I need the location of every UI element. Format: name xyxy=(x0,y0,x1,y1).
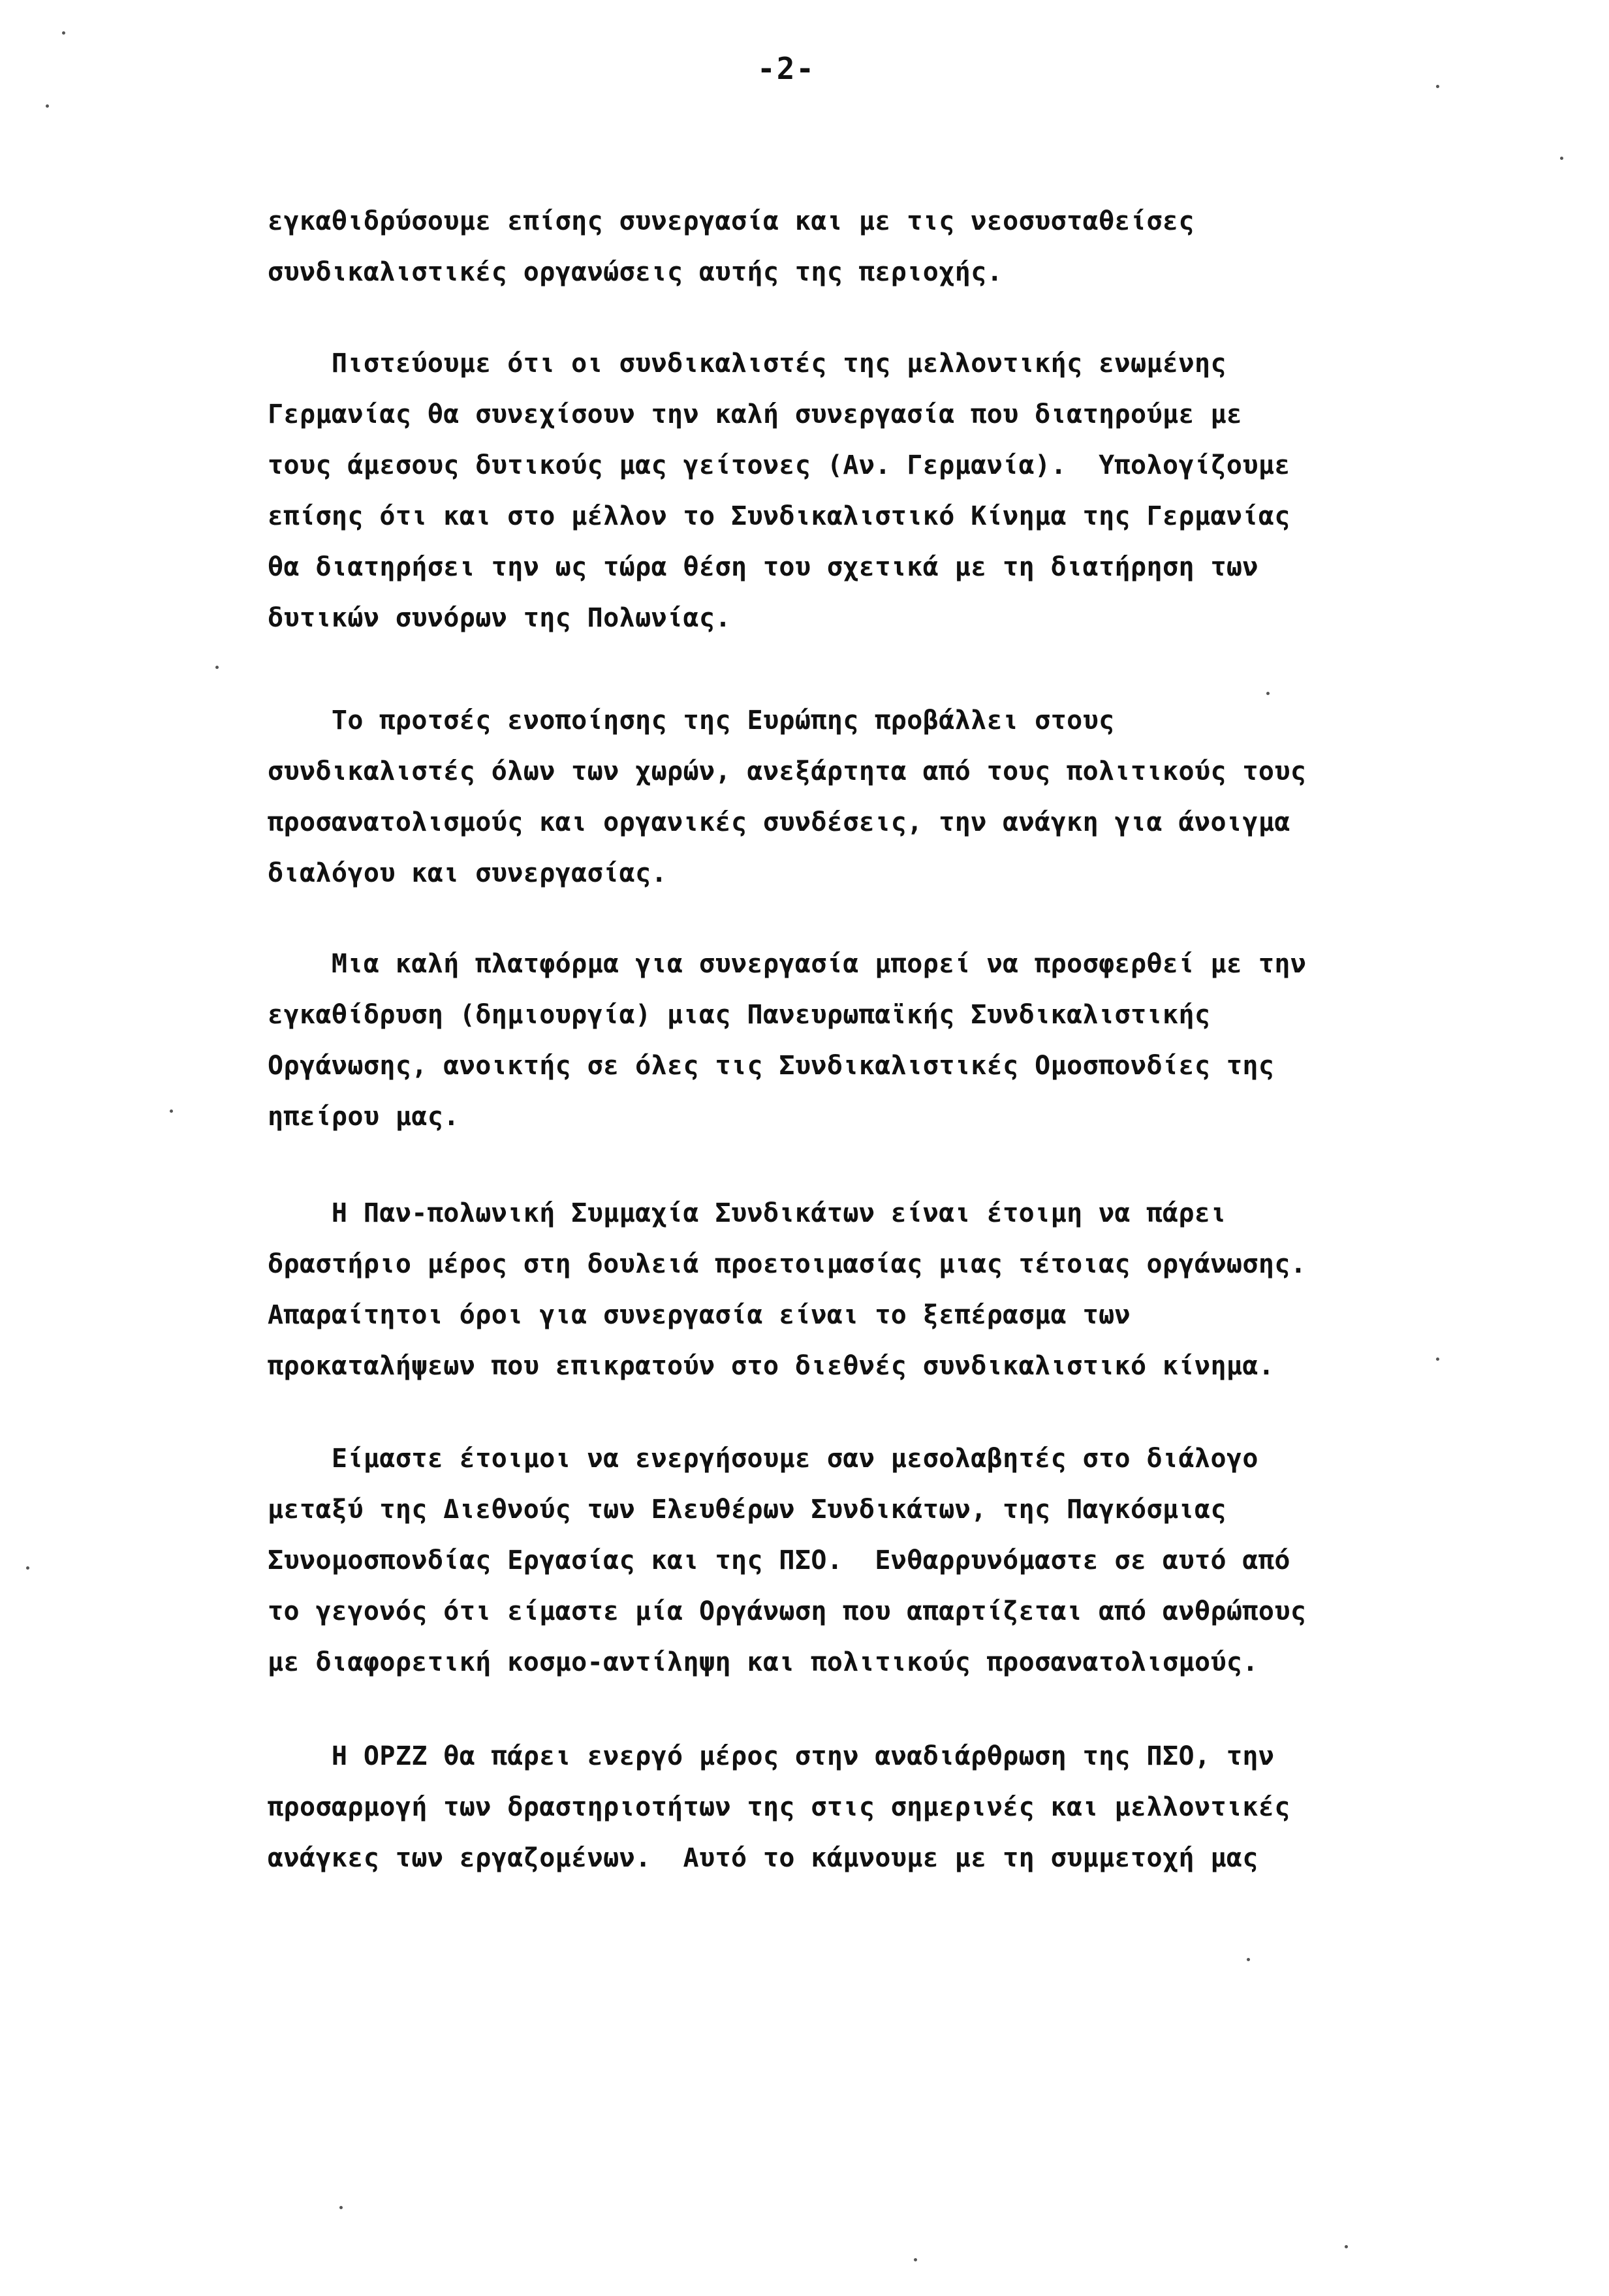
paragraph-5 xyxy=(268,1188,1312,1391)
page-number: -2- xyxy=(757,51,816,86)
text-line: εγκαθιδρύσουμε επίσης συνεργασία και με τις νεοσυσταθείσες xyxy=(268,206,1195,236)
text-line: δραστήριο μέρος στη δουλειά προετοιμασίας μιας τέτοιας οργάνωσης. xyxy=(268,1249,1307,1279)
text-line: διαλόγου και συνεργασίας. xyxy=(268,858,668,888)
text-line: προκαταλήψεων που επικρατούν στο διεθνές συνδικαλιστικό κίνημα. xyxy=(268,1351,1275,1381)
scan-speck xyxy=(914,2258,917,2261)
scan-speck xyxy=(62,31,65,35)
text-line: τους άμεσους δυτικούς μας γείτονες (Αν. Γερμανία). Υπολογίζουμε xyxy=(268,450,1290,480)
text-line: Το προτσές ενοποίησης της Ευρώπης προβάλλει στους xyxy=(268,706,1115,736)
scan-speck xyxy=(170,1109,173,1113)
scan-speck xyxy=(215,666,219,669)
paragraph-4 xyxy=(268,939,1312,1142)
text-line: Μια καλή πλατφόρμα για συνεργασία μπορεί να προσφερθεί με την xyxy=(268,949,1307,979)
scan-speck xyxy=(1345,2245,1348,2248)
text-line: Οργάνωσης, ανοικτής σε όλες τις Συνδικαλιστικές Ομοσπονδίες της xyxy=(268,1051,1275,1081)
text-line: ανάγκες των εργαζομένων. Αυτό το κάμνουμε με τη συμμετοχή μας xyxy=(268,1843,1258,1873)
text-line: προσαρμογή των δραστηριοτήτων της στις σημερινές και μελλοντικές xyxy=(268,1792,1290,1822)
text-line: Συνομοσπονδίας Εργασίας και της ΠΣΟ. Ενθαρρυνόμαστε σε αυτό από xyxy=(268,1545,1290,1575)
text-line: Είμαστε έτοιμοι να ενεργήσουμε σαν μεσολαβητές στο διάλογο xyxy=(268,1444,1258,1474)
paragraph-7 xyxy=(268,1731,1312,1884)
text-line: Απαραίτητοι όροι για συνεργασία είναι το ξεπέρασμα των xyxy=(268,1300,1131,1330)
text-line: συνδικαλιστές όλων των χωρών, ανεξάρτητα από τους πολιτικούς τους xyxy=(268,756,1307,786)
text-line: Η Παν-πολωνική Συμμαχία Συνδικάτων είναι έτοιμη να πάρει xyxy=(268,1198,1226,1228)
text-line: ηπείρου μας. xyxy=(268,1102,460,1132)
text-line: δυτικών συνόρων της Πολωνίας. xyxy=(268,603,731,633)
text-line: προσανατολισμούς και οργανικές συνδέσεις, την ανάγκη για άνοιγμα xyxy=(268,807,1290,837)
text-line: το γεγονός ότι είμαστε μία Οργάνωση που απαρτίζεται από ανθρώπους xyxy=(268,1596,1307,1626)
scan-speck xyxy=(1436,85,1439,88)
text-line: Πιστεύουμε ότι οι συνδικαλιστές της μελλοντικής ενωμένης xyxy=(268,349,1226,379)
text-line: μεταξύ της Διεθνούς των Ελευθέρων Συνδικάτων, της Παγκόσμιας xyxy=(268,1495,1226,1525)
text-line: επίσης ότι και στο μέλλον το Συνδικαλιστικό Κίνημα της Γερμανίας xyxy=(268,501,1290,531)
scan-speck xyxy=(1247,1958,1250,1961)
scan-speck xyxy=(26,1566,29,1570)
scan-speck xyxy=(339,2206,343,2209)
paragraph-6 xyxy=(268,1433,1312,1688)
text-line: με διαφορετική κοσμο-αντίληψη και πολιτικούς προσανατολισμούς. xyxy=(268,1647,1258,1677)
scan-speck xyxy=(1436,1357,1439,1361)
text-line: εγκαθίδρυση (δημιουργία) μιας Πανευρωπαϊκής Συνδικαλιστικής xyxy=(268,1000,1211,1030)
text-line: Γερμανίας θα συνεχίσουν την καλή συνεργασία που διατηρούμε με xyxy=(268,399,1243,429)
scan-speck xyxy=(1560,157,1563,160)
scan-speck xyxy=(46,104,49,108)
paragraph-2 xyxy=(268,338,1312,644)
paragraph-1 xyxy=(268,196,1312,298)
text-line: Η ΟΡΖΖ θα πάρει ενεργό μέρος στην αναδιάρθρωση της ΠΣΟ, την xyxy=(268,1741,1275,1771)
text-line: συνδικαλιστικές οργανώσεις αυτής της περιοχής. xyxy=(268,257,1003,287)
text-line: θα διατηρήσει την ως τώρα θέση του σχετικά με τη διατήρηση των xyxy=(268,552,1258,582)
paragraph-3 xyxy=(268,695,1312,899)
scan-speck xyxy=(1266,692,1270,695)
